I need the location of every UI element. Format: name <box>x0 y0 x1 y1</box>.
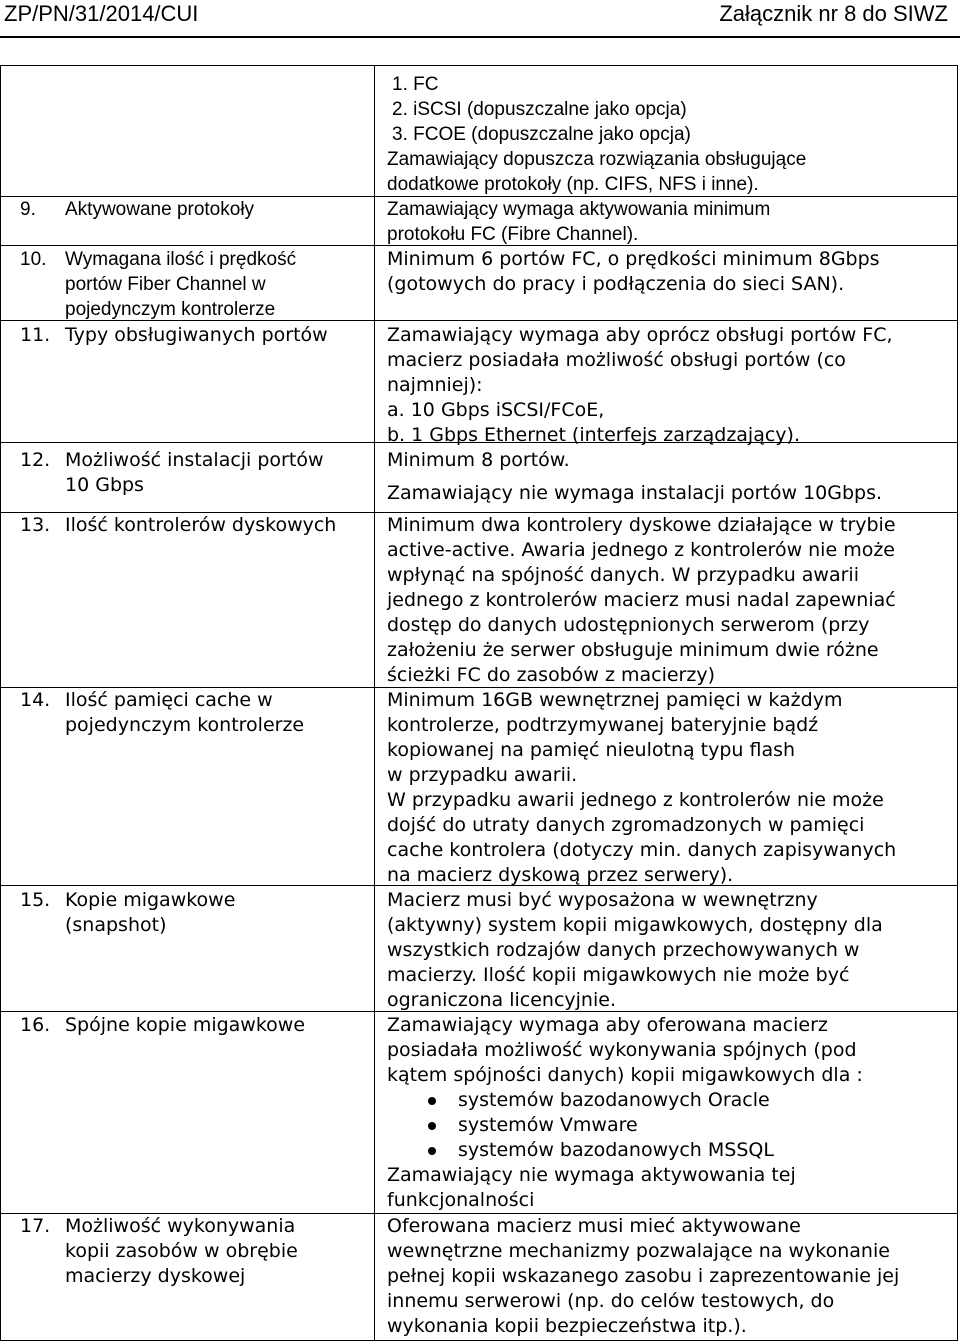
table-column-border <box>374 65 375 1340</box>
requirement-text: macierz posiadała możliwość obsługi portów (co <box>387 349 846 371</box>
row-label: portów Fiber Channel w <box>65 274 266 295</box>
requirement-text: innemu serwerowi (np. do celów testowych, do <box>387 1290 835 1312</box>
requirement-text: wszystkich rodzajów danych przechowywanych w <box>387 939 860 961</box>
requirement-text: (gotowych do pracy i podłączenia do sieci SAN). <box>387 273 845 295</box>
row-label: Spójne kopie migawkowe <box>65 1014 306 1036</box>
row-number: 14. <box>20 689 51 711</box>
row-number: 16. <box>20 1014 51 1036</box>
row-label: pojedynczym kontrolerze <box>65 299 276 320</box>
requirement-text: w przypadku awarii. <box>387 764 578 786</box>
requirement-text: dojść do utraty danych zgromadzonych w pamięci <box>387 814 865 836</box>
requirement-text: na macierz dyskową przez serwery). <box>387 864 734 886</box>
requirement-text: Zamawiający nie wymaga instalacji portów 10Gbps. <box>387 482 883 504</box>
row-label: Typy obsługiwanych portów <box>65 324 328 346</box>
protocol-list-item: 3. FCOE (dopuszczalne jako opcja) <box>392 124 691 145</box>
requirement-text: Oferowana macierz musi mieć aktywowane <box>387 1215 801 1237</box>
attachment-label: Załącznik nr 8 do SIWZ <box>719 1 948 26</box>
row-number: 10. <box>20 249 47 270</box>
bullet-item: systemów Vmware <box>458 1114 638 1136</box>
requirement-text: active-active. Awaria jednego z kontrolerów nie może <box>387 539 895 561</box>
requirement-text: pełnej kopii wskazanego zasobu i zaprezentowanie jej <box>387 1265 900 1287</box>
requirement-text: kątem spójności danych) kopii migawkowych dla : <box>387 1064 863 1086</box>
requirement-text: dostęp do danych udostępnionych serwerom (przy <box>387 614 870 636</box>
requirement-text: Zamawiający nie wymaga aktywowania tej <box>387 1164 796 1186</box>
table-row-border <box>0 1340 958 1341</box>
requirement-text: kontrolerze, podtrzymywanej bateryjnie bądź <box>387 714 819 736</box>
row-label: Możliwość wykonywania <box>65 1215 296 1237</box>
requirement-text: b. 1 Gbps Ethernet (interfejs zarządzający). <box>387 424 800 446</box>
requirement-text: dodatkowe protokoły (np. CIFS, NFS i inne). <box>387 174 759 195</box>
requirement-text: ścieżki FC do zasobów z macierzy) <box>387 664 715 686</box>
requirement-text: jednego z kontrolerów macierz musi nadal zapewniać <box>387 589 896 611</box>
row-label: Ilość pamięci cache w <box>65 689 273 711</box>
requirement-text: wewnętrzne mechanizmy pozwalające na wykonanie <box>387 1240 890 1262</box>
row-label: kopii zasobów w obrębie <box>65 1240 298 1262</box>
protocol-list-item: 2. iSCSI (dopuszczalne jako opcja) <box>392 99 687 120</box>
table-column-border <box>0 65 1 1340</box>
requirement-text: Minimum dwa kontrolery dyskowe działające w trybie <box>387 514 896 536</box>
requirement-text: założeniu że serwer obsługuje minimum dwie różne <box>387 639 879 661</box>
page-header <box>0 0 960 38</box>
row-number: 12. <box>20 449 51 471</box>
requirement-text: funkcjonalności <box>387 1189 535 1211</box>
requirement-text: Zamawiający wymaga aby oferowana macierz <box>387 1014 828 1036</box>
row-label: pojedynczym kontrolerze <box>65 714 305 736</box>
row-label: Wymagana ilość i prędkość <box>65 249 297 270</box>
row-label: Możliwość instalacji portów <box>65 449 324 471</box>
requirements-table <box>0 65 958 1340</box>
table-column-border <box>957 65 958 1340</box>
protocol-list-item: 1. FC <box>392 74 439 95</box>
document-reference: ZP/PN/31/2014/CUI <box>4 1 199 26</box>
requirement-text: (aktywny) system kopii migawkowych, dostępny dla <box>387 914 883 936</box>
requirement-text: Macierz musi być wyposażona w wewnętrzny <box>387 889 818 911</box>
requirement-text: posiadała możliwość wykonywania spójnych (pod <box>387 1039 857 1061</box>
requirement-text: Zamawiający wymaga aktywowania minimum <box>387 199 771 220</box>
requirement-text: kopiowanej na pamięć nieulotną typu flash <box>387 739 796 761</box>
bullet-icon <box>428 1122 436 1130</box>
requirement-text: ograniczona licencyjnie. <box>387 989 616 1011</box>
requirement-text: Minimum 6 portów FC, o prędkości minimum 8Gbps <box>387 248 880 270</box>
row-label: (snapshot) <box>65 914 167 936</box>
requirement-text: Zamawiający wymaga aby oprócz obsługi portów FC, <box>387 324 893 346</box>
requirement-text: W przypadku awarii jednego z kontrolerów nie może <box>387 789 884 811</box>
bullet-icon <box>428 1147 436 1155</box>
bullet-icon <box>428 1097 436 1105</box>
requirement-text: a. 10 Gbps iSCSI/FCoE, <box>387 399 605 421</box>
row-label: Aktywowane protokoły <box>65 199 255 220</box>
row-number: 9. <box>20 199 36 220</box>
requirement-text: cache kontrolera (dotyczy min. danych zapisywanych <box>387 839 897 861</box>
bullet-item: systemów bazodanowych MSSQL <box>458 1139 774 1161</box>
requirement-text: wpłynąć na spójność danych. W przypadku awarii <box>387 564 859 586</box>
row-number: 11. <box>20 324 51 346</box>
row-label: Kopie migawkowe <box>65 889 236 911</box>
requirement-text: macierzy. Ilość kopii migawkowych nie może być <box>387 964 850 986</box>
row-number: 13. <box>20 514 51 536</box>
row-label: Ilość kontrolerów dyskowych <box>65 514 337 536</box>
requirement-text: wykonania kopii bezpieczeństwa itp.). <box>387 1315 747 1337</box>
requirement-text: Zamawiający dopuszcza rozwiązania obsługujące <box>387 149 807 170</box>
row-label: macierzy dyskowej <box>65 1265 246 1287</box>
requirement-text: Minimum 16GB wewnętrznej pamięci w każdym <box>387 689 843 711</box>
row-number: 15. <box>20 889 51 911</box>
bullet-item: systemów bazodanowych Oracle <box>458 1089 770 1111</box>
table-row-border <box>0 65 958 66</box>
row-label: 10 Gbps <box>65 474 144 496</box>
requirement-text: Minimum 8 portów. <box>387 449 570 471</box>
row-number: 17. <box>20 1215 51 1237</box>
requirement-text: protokołu FC (Fibre Channel). <box>387 224 639 245</box>
requirement-text: najmniej): <box>387 374 483 396</box>
